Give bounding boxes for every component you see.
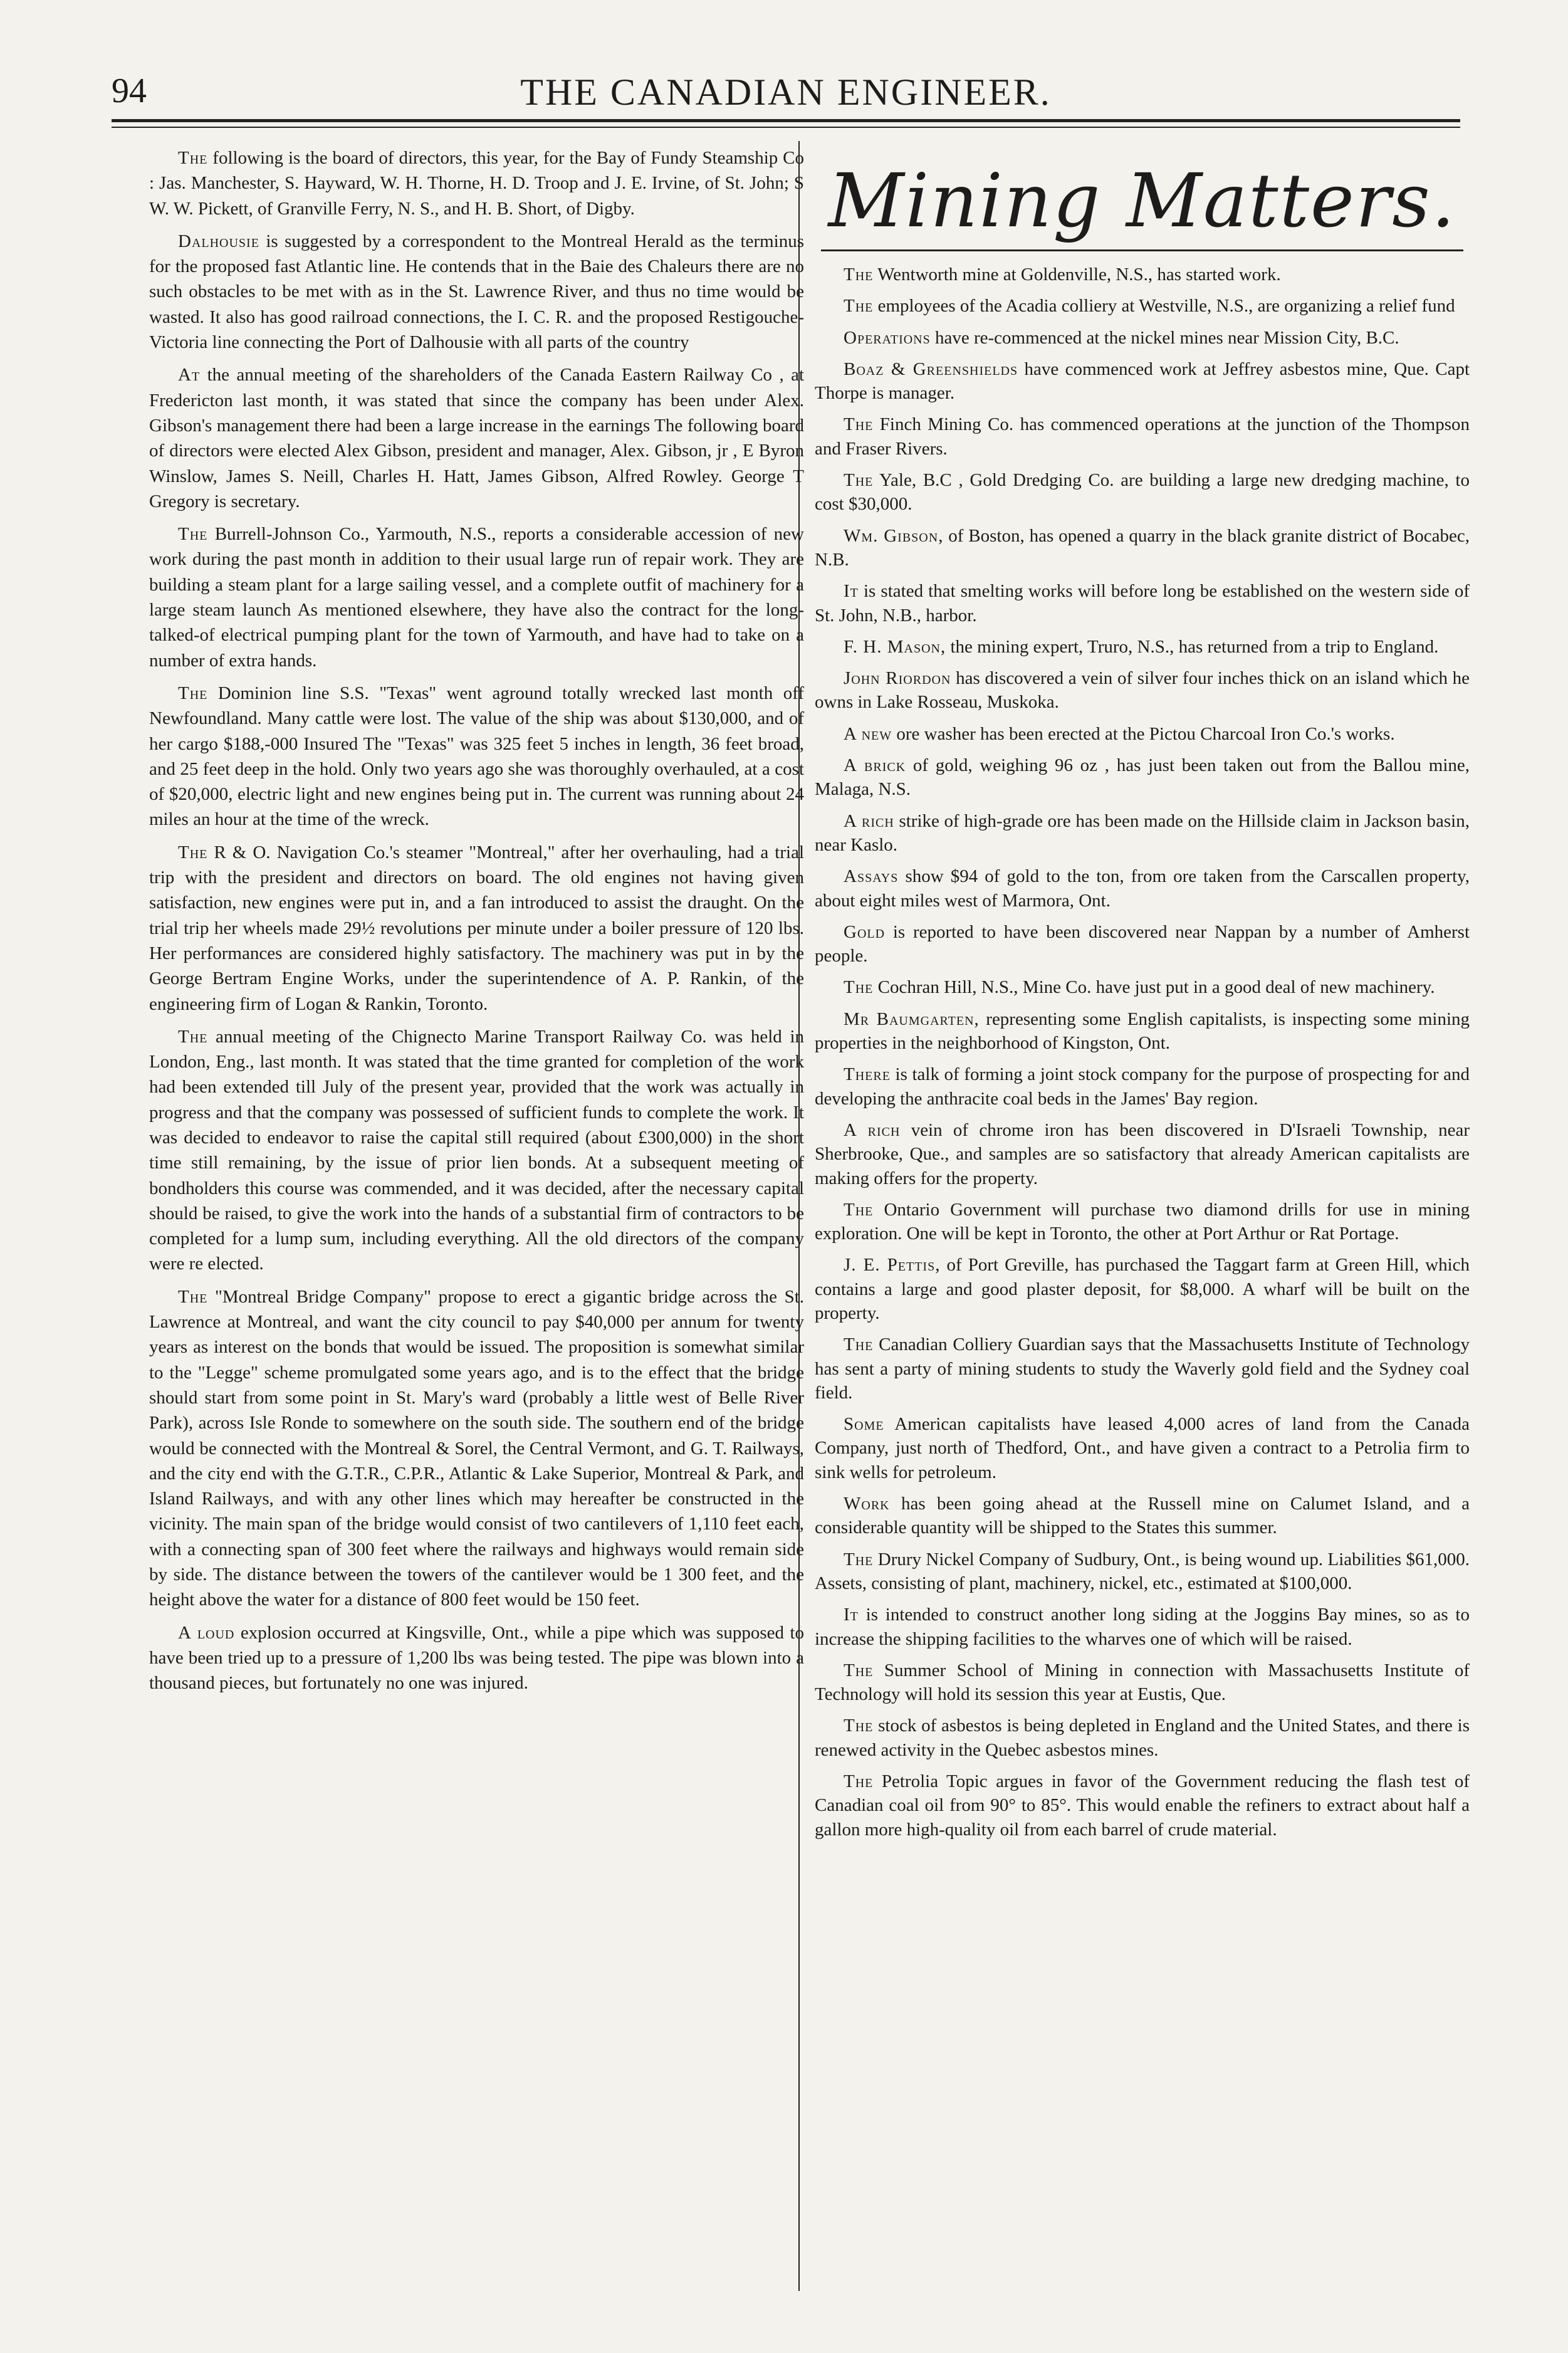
section-title: Mining Matters. xyxy=(828,157,1456,244)
article-paragraph xyxy=(149,681,804,832)
paragraph-text: have re-commenced at the nickel mines near Mission City, B.C. xyxy=(935,327,1399,348)
paragraph-lead: The xyxy=(178,148,208,168)
paragraph-text: Summer School of Mining in connection with Massachusetts Institute of Technology will hold its session this year at Eustis, Que. xyxy=(815,1660,1470,1705)
paragraph-text: is reported to have been discovered near Nappan by a number of Amherst people. xyxy=(815,921,1470,967)
paragraph-lead: Operations xyxy=(844,327,931,348)
paragraph-text: annual meeting of the Chignecto Marine Transport Railway Co. was held in London, Eng., last month. It was stated that the time granted for completion of the work had been extended till July of the present year, provided that the work was actually in progress and that the company was possessed of sufficient funds to complete the work. It was decided to endeavor to raise the capital still required (about £300,000) in the short time still remaining, by the issue of prior lien bonds. At a subsequent meeting of bondholders this course was commended, and it was decided, after the necessary capital should be raised, to give the work into the hands of a substantial firm of contractors to be completed for a lump sum, including everything. All the old directors of the company were re elected. xyxy=(149,1026,805,1274)
paragraph-lead: There xyxy=(844,1064,891,1085)
article-paragraph xyxy=(149,362,804,514)
paragraph-text: representing some English capitalists, is inspecting some mining properties in the neighborhood of Kingston, Ont. xyxy=(815,1009,1470,1054)
mining-items xyxy=(815,263,1470,1842)
paragraph-text: is talk of forming a joint stock company for the purpose of prospecting for and developing the anthracite coal beds in the James' Bay region. xyxy=(815,1064,1470,1109)
article-paragraph xyxy=(815,579,1470,627)
paragraph-lead: Work xyxy=(844,1494,890,1514)
article-paragraph xyxy=(815,1412,1470,1484)
article-paragraph xyxy=(815,920,1470,968)
paragraph-text: Finch Mining Co. has commenced operations at the junction of the Thompson and Fraser Rivers. xyxy=(815,414,1470,459)
paragraph-lead: It xyxy=(844,581,859,602)
paragraph-text: of Port Greville, has purchased the Taggart farm at Green Hill, which contains a large and good plaster deposit, for $8,000. A wharf will be built on the property. xyxy=(815,1255,1470,1323)
paragraph-lead: The xyxy=(844,1199,874,1220)
running-title: THE CANADIAN ENGINEER. xyxy=(520,71,1052,113)
article-paragraph xyxy=(815,1714,1470,1762)
header-rule-thin xyxy=(112,127,1460,128)
paragraph-lead: J. E. Pettis, xyxy=(844,1255,941,1276)
left-column xyxy=(149,145,804,1704)
article-paragraph xyxy=(815,722,1470,746)
paragraph-lead: A loud xyxy=(178,1622,235,1643)
article-paragraph xyxy=(149,229,804,355)
paragraph-text: American capitalists have leased 4,000 acres of land from the Canada Company, just north of Thedford, Ont., and have given a contract to a Petrolia firm to sink wells for petroleum. xyxy=(815,1414,1470,1482)
paragraph-lead: A rich xyxy=(844,1119,901,1140)
paragraph-lead: The xyxy=(178,842,208,862)
page-header xyxy=(112,60,1460,122)
paragraph-lead: Boaz & Greenshields xyxy=(844,359,1018,379)
paragraph-text: of Boston, has opened a quarry in the black granite district of Bocabec, N.B. xyxy=(815,525,1470,570)
paragraph-lead: A new xyxy=(844,723,892,744)
paragraph-text: show $94 of gold to the ton, from ore taken from the Carscallen property, about eight miles west of Marmora, Ont. xyxy=(815,866,1470,911)
article-paragraph xyxy=(149,1024,804,1277)
paragraph-text: has discovered a vein of silver four inches thick on an island which he owns in Lake Rosseau, Muskoka. xyxy=(815,668,1470,713)
section-rule xyxy=(821,249,1463,251)
paragraph-lead: The xyxy=(844,977,874,998)
article-paragraph xyxy=(815,864,1470,913)
right-column xyxy=(815,157,1470,1849)
article-paragraph xyxy=(815,1253,1470,1325)
article-paragraph xyxy=(815,666,1470,715)
article-paragraph xyxy=(815,809,1470,857)
paragraph-lead: Mr Baumgarten, xyxy=(844,1009,980,1029)
paragraph-text: Petrolia Topic argues in favor of the Government reducing the flash test of Canadian coal oil from 90° to 85°. This would enable the refiners to extract about half a gallon more high-quality oil from each barrel of crude material. xyxy=(815,1771,1470,1840)
paragraph-text: Drury Nickel Company of Sudbury, Ont., is being wound up. Liabilities $61,000. Assets, consisting of plant, machinery, nickel, etc., estimated at $100,000. xyxy=(815,1549,1470,1593)
paragraph-lead: The xyxy=(844,1549,874,1570)
article-paragraph xyxy=(149,1620,804,1696)
paragraph-text: Ontario Government will purchase two diamond drills for use in mining exploration. One will be kept in Toronto, the other at Port Arthur or Rat Portage. xyxy=(815,1199,1470,1244)
article-paragraph xyxy=(815,1198,1470,1246)
article-paragraph xyxy=(815,326,1470,350)
paragraph-lead: The xyxy=(844,1334,874,1355)
paragraph-text: is stated that smelting works will before long be established on the western side of St. John, N.B., harbor. xyxy=(815,581,1470,626)
paragraph-lead: A brick xyxy=(844,755,906,776)
paragraph-lead: The xyxy=(844,1771,874,1792)
paragraph-lead: The xyxy=(178,683,208,703)
article-paragraph xyxy=(815,753,1470,802)
article-paragraph xyxy=(815,1118,1470,1190)
paragraph-text: Wentworth mine at Goldenville, N.S., has started work. xyxy=(877,265,1281,285)
paragraph-lead: The xyxy=(844,470,874,491)
article-paragraph xyxy=(815,1603,1470,1651)
article-paragraph xyxy=(815,1548,1470,1596)
article-paragraph xyxy=(815,412,1470,461)
article-paragraph xyxy=(149,1284,804,1613)
paragraph-text: Dominion line S.S. "Texas" went aground totally wrecked last month off Newfoundland. Many cattle were lost. The value of the ship was about $130,000, and of her cargo $188,-000 Insured The "Texas" was 325 feet 5 inches in length, 36 feet broad, and 25 feet deep in the hold. Only two years ago she was thoroughly overhauled, at a cost of $20,000, electric light and new engines being put in. The current was running about 24 miles an hour at the time of the wreck. xyxy=(149,683,804,830)
paragraph-lead: Assays xyxy=(844,866,899,887)
paragraph-lead: A rich xyxy=(844,810,894,831)
article-paragraph xyxy=(149,840,804,1017)
article-paragraph xyxy=(815,1659,1470,1707)
article-paragraph xyxy=(815,1492,1470,1540)
paragraph-text: Canadian Colliery Guardian says that the Massachusetts Institute of Technology has sent a party of mining students to study the Waverly gold field and the Sydney coal field. xyxy=(815,1334,1470,1403)
paragraph-text: the annual meeting of the shareholders of the Canada Eastern Railway Co , at Fredericton last month, it was stated that since the company has been under Alex. Gibson's management there had been a large increase in the earnings The following board of directors were elected Alex Gibson, president and manager, Alex. Gibson, jr , E Byron Winslow, James S. Neill, Charles H. Hatt, James Gibson, Alfred Rowley. George T Gregory is secretary. xyxy=(149,365,805,511)
paragraph-text: ore washer has been erected at the Pictou Charcoal Iron Co.'s works. xyxy=(896,723,1395,744)
article-paragraph xyxy=(815,1769,1470,1842)
paragraph-text: vein of chrome iron has been discovered in D'Israeli Township, near Sherbrooke, Que., and samples are so satisfactory that already American capitalists are making offers for the property. xyxy=(815,1119,1470,1188)
article-paragraph xyxy=(815,975,1470,999)
paragraph-text: has been going ahead at the Russell mine on Calumet Island, and a considerable quantity will be shipped to the States this summer. xyxy=(815,1494,1470,1538)
article-paragraph xyxy=(149,145,804,221)
paragraph-lead: John Riordon xyxy=(844,668,951,689)
article-paragraph xyxy=(815,263,1470,286)
article-paragraph xyxy=(815,524,1470,572)
paragraph-text: following is the board of directors, this year, for the Bay of Fundy Steamship Co : Jas. Manchester, S. Hayward, W. H. Thorne, H. D. Troop and J. E. Irvine, of St. John; S W. W. Pickett, of Granville Ferry, N. S., and H. B. Short, of Digby. xyxy=(149,148,805,219)
article-paragraph xyxy=(815,357,1470,406)
paragraph-text: the mining expert, Truro, N.S., has returned from a trip to England. xyxy=(950,636,1439,657)
page-number: 94 xyxy=(112,71,147,110)
paragraph-lead: Wm. Gibson, xyxy=(844,525,944,546)
paragraph-text: of gold, weighing 96 oz , has just been taken out from the Ballou mine, Malaga, N.S. xyxy=(815,755,1470,800)
paragraph-text: Burrell-Johnson Co., Yarmouth, N.S., reports a considerable accession of new work during the past month in addition to their usual large run of repair work. They are building a steam plant for a large sailing vessel, and a complete outfit of machinery for a large steam launch As mentioned elsewhere, they have also the contract for the long-talked-of electrical pumping plant for the town of Yarmouth, and have had to take on a number of extra hands. xyxy=(149,524,804,671)
paragraph-text: Cochran Hill, N.S., Mine Co. have just put in a good deal of new machinery. xyxy=(877,977,1435,998)
article-paragraph xyxy=(815,468,1470,516)
paragraph-lead: The xyxy=(178,1026,208,1047)
paragraph-lead: The xyxy=(844,1660,874,1680)
article-paragraph xyxy=(815,1062,1470,1111)
paragraph-text: explosion occurred at Kingsville, Ont., while a pipe which was supposed to have been tried up to a pressure of 1,200 lbs was being tested. The pipe was blown into a thousand pieces, but fortunately no one was injured. xyxy=(149,1622,805,1694)
paragraph-text: strike of high-grade ore has been made on the Hillside claim in Jackson basin, near Kaslo. xyxy=(815,810,1470,855)
paragraph-lead: The xyxy=(844,265,874,285)
paragraph-text: stock of asbestos is being depleted in England and the United States, and there is renewed activity in the Quebec asbestos mines. xyxy=(815,1716,1470,1760)
paragraph-lead: The xyxy=(178,524,208,545)
paragraph-text: "Montreal Bridge Company" propose to erect a gigantic bridge across the St. Lawrence at Montreal, and want the city council to pay $40,000 per annum for twenty years as interest on the bonds that would be issued. The proposition is somewhat similar to the "Legge" scheme promulgated some years ago, and is to the effect that the bridge should start from some point in St. Mary's ward (probably a little west of Belle River Park), across Isle Ronde to somewhere on the south side. The southern end of the bridge would be connected with the Montreal & Sorel, the Central Vermont, and G. T. Railways, and the city end with the G.T.R., C.P.R., Atlantic & Lake Superior, Montreal & Park, and Island Railways, and with any other lines which may hereafter be constructed in the vicinity. The main span of the bridge would consist of two cantilevers of 1,110 feet each, with a connecting span of 300 feet where the railways and highways would remain side by side. The distance between the towers of the cantilever would be 1 300 feet, and the height above the water for a distance of 800 feet would be 150 feet. xyxy=(149,1286,805,1610)
paragraph-text: R & O. Navigation Co.'s steamer "Montreal," after her overhauling, had a trial trip with the president and directors on board. The old engines not having given satisfaction, new engines were put in, and a fan introduced to assist the draught. On the trial trip her wheels made 29½ revolutions per minute under a boiler pressure of 120 lbs. Her performances are considered highly satisfactory. The machinery was put in by the George Bertram Engine Works, under the superintendence of A. P. Rankin, of the engineering firm of Logan & Rankin, Toronto. xyxy=(149,842,804,1014)
article-paragraph xyxy=(815,635,1470,659)
paragraph-lead: Gold xyxy=(844,921,886,942)
paragraph-text: Yale, B.C , Gold Dredging Co. are building a large new dredging machine, to cost $30,000. xyxy=(815,470,1470,515)
paragraph-lead: At xyxy=(178,365,201,385)
paragraph-lead: It xyxy=(844,1605,859,1625)
paragraph-lead: The xyxy=(844,414,874,435)
paragraph-text: employees of the Acadia colliery at Westville, N.S., are organizing a relief fund xyxy=(877,296,1455,317)
paragraph-lead: Dalhousie xyxy=(178,231,259,251)
article-paragraph xyxy=(815,1333,1470,1405)
article-paragraph xyxy=(815,1007,1470,1056)
article-paragraph xyxy=(149,521,804,673)
paragraph-text: have commenced work at Jeffrey asbestos mine, Que. Capt Thorpe is manager. xyxy=(815,359,1470,404)
paragraph-lead: Some xyxy=(844,1414,884,1435)
paragraph-lead: The xyxy=(844,296,874,317)
paragraph-lead: The xyxy=(178,1286,208,1307)
paragraph-lead: F. H. Mason, xyxy=(844,636,946,657)
paragraph-text: is intended to construct another long siding at the Joggins Bay mines, so as to increase the shipping facilities to the wharves one of which will be raised. xyxy=(815,1605,1470,1649)
header-rule-thick xyxy=(112,119,1460,122)
paragraph-lead: The xyxy=(844,1716,874,1736)
paragraph-text: is suggested by a correspondent to the Montreal Herald as the terminus for the proposed fast Atlantic line. He contends that in the Baie des Chaleurs there are no such obstacles to be met with as in the St. Lawrence River, and thus no time would be wasted. It also has good railroad connections, the I. C. R. and the proposed Restigouche-Victoria line connecting the Port of Dalhousie with all parts of the country xyxy=(149,231,805,353)
article-paragraph xyxy=(815,294,1470,318)
